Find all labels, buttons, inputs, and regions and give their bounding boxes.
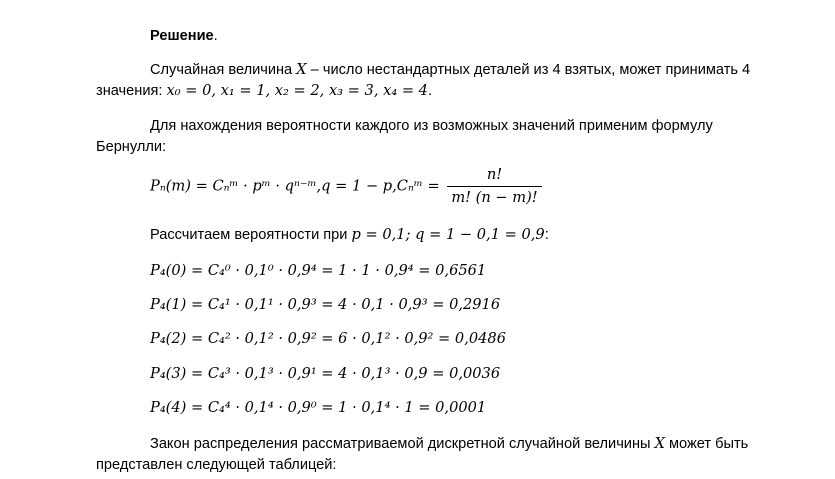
paragraph-1-line-1 — [150, 60, 750, 80]
paragraph-4-line-1 — [150, 434, 748, 454]
text-fragment: Для нахождения вероятности каждого из возможных значений применим формулу — [150, 118, 713, 134]
text-fragment: может быть — [664, 436, 749, 452]
paragraph-4-line-2 — [96, 455, 336, 475]
text-fragment: Закон распределения рассматриваемой дискретной случайной величины — [150, 436, 655, 452]
paragraph-3 — [150, 225, 549, 245]
text-fragment: значения: — [96, 83, 167, 99]
calculation-line: P₄(3) = C₄³ · 0,1³ · 0,9¹ = 4 · 0,1³ · 0,9 = 0,0036 — [150, 365, 501, 382]
fraction-denominator: m! (n − m)! — [451, 189, 538, 206]
calculation-line: P₄(4) = C₄⁴ · 0,1⁴ · 0,9⁰ = 1 · 0,1⁴ · 1 = 0,0001 — [150, 399, 487, 416]
solution-heading — [150, 26, 218, 46]
text-fragment: . — [427, 83, 433, 99]
text-fragment: : — [544, 227, 549, 243]
math-params: p = 0,1; q = 1 − 0,1 = 0,9 — [351, 226, 545, 243]
paragraph-1-line-2 — [96, 81, 432, 101]
formula-fraction — [447, 166, 541, 207]
text-fragment: представлен следующей таблицей: — [96, 457, 337, 473]
paragraph-2-line-1 — [150, 116, 713, 136]
text-fragment: – число нестандартных деталей из 4 взятых, может принимать 4 — [306, 62, 751, 78]
text-fragment: Случайная величина — [150, 62, 297, 78]
heading-dot: . — [213, 28, 218, 44]
paragraph-2-line-2 — [96, 137, 166, 157]
heading-text: Решение — [150, 28, 214, 44]
math-variable: X — [654, 435, 665, 452]
math-values: x₀ = 0, x₁ = 1, x₂ = 2, x₃ = 3, x₄ = 4 — [166, 82, 428, 99]
fraction-numerator: n! — [447, 166, 541, 187]
text-fragment: Бернулли: — [96, 139, 167, 155]
math-variable: X — [296, 61, 307, 78]
calculation-line: P₄(2) = C₄² · 0,1² · 0,9² = 6 · 0,1² · 0,9² = 0,0486 — [150, 330, 506, 347]
bernoulli-formula — [150, 166, 542, 207]
calculation-line: P₄(1) = C₄¹ · 0,1¹ · 0,9³ = 4 · 0,1 · 0,9³ = 0,2916 — [150, 296, 501, 313]
text-fragment: Рассчитаем вероятности при — [150, 227, 352, 243]
calculation-line: P₄(0) = C₄⁰ · 0,1⁰ · 0,9⁴ = 1 · 1 · 0,9⁴ = 0,6561 — [150, 262, 487, 279]
formula-lhs: Pₙ(m) = Cₙᵐ · pᵐ · qⁿ⁻ᵐ,q = 1 − p,Cₙᵐ = — [150, 177, 445, 195]
